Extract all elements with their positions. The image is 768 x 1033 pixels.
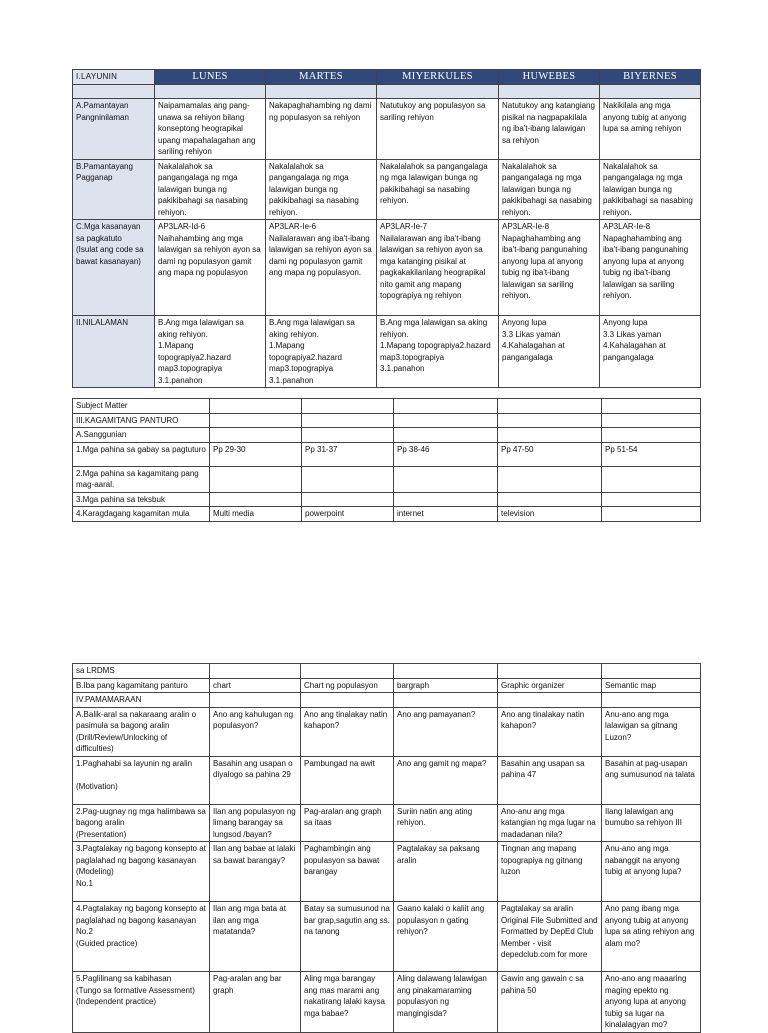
blank-cell bbox=[210, 693, 301, 708]
row-label-mga-kasanayan: C.Mga kasanayan sa pagkatuto (Isulat ang code sa bawat kasanayan) bbox=[73, 220, 155, 316]
cell-pagganap-huwebes: Nakalalahok sa pangangalaga ng mga lalawigan bunga ng pakikibahagi sa nasabing rehiyon. bbox=[499, 159, 600, 220]
cell-pag-uugnay-martes: Pag-aralan ang graph sa itaas bbox=[301, 804, 394, 842]
cell-pagganap-lunes: Nakalalahok sa pangangalaga ng mga lalawigan bunga ng pakikibahagi sa nasabing rehiyon. bbox=[155, 159, 266, 220]
day-header-lunes: LUNES bbox=[155, 70, 266, 85]
cell-iba-miyerkules: bargraph bbox=[394, 678, 498, 693]
cell-pagtalakay2-biyernes: Ano pang ibang mga anyong tubig at anyong lupa sa ating rehiyon ang alam mo? bbox=[602, 902, 701, 972]
cell-paghahabi-biyernes: Basahin at pag-usapan ang sumusunod na talata bbox=[602, 756, 701, 804]
row-label-kagamitang-panturo: III.KAGAMITANG PANTURO bbox=[73, 413, 210, 428]
cell-balik-aral-lunes: Ano ang kahulugan ng populasyon? bbox=[210, 707, 301, 756]
cell-pamantayan-biyernes: Nakikilala ang mga anyong tubig at anyong lupa sa aming rehiyon bbox=[600, 99, 701, 160]
cell-balik-aral-huwebes: Ano ang tinalakay natin kahapon? bbox=[498, 707, 602, 756]
blank-cell bbox=[602, 466, 701, 492]
cell-pagtalakay1-biyernes: Anu-ano ang mga nabanggit na anyong tubig at anyong lupa? bbox=[602, 842, 701, 902]
row-label-karagdagang-kagamitan: 4.Karagdagang kagamitan mula bbox=[73, 507, 210, 522]
blank-cell bbox=[301, 664, 394, 679]
cell-paghahabi-huwebes: Basahin ang usapan sa pahina 47 bbox=[498, 756, 602, 804]
cell-paghahabi-martes: Pambungad na awit bbox=[301, 756, 394, 804]
cell-balik-aral-miyerkules: Ano ang pamayanan? bbox=[394, 707, 498, 756]
blank-cell bbox=[302, 466, 394, 492]
cell-pag-uugnay-miyerkules: Suriin natin ang ating rehiyon. bbox=[394, 804, 498, 842]
row-label-kagamitang-mag-aaral: 2.Mga pahina sa kagamitang pang mag-aaral. bbox=[73, 466, 210, 492]
blank-cell bbox=[498, 428, 602, 443]
blank-cell bbox=[210, 466, 302, 492]
row-label-iba-pang-kagamitan: B.Iba pang kagamitang panturo bbox=[73, 678, 210, 693]
lesson-plan-table-layunin bbox=[72, 69, 701, 388]
cell-pagganap-miyerkules: Nakalalahok sa pangangalaga ng mga lalawigan bunga ng pakikibahagi sa nasabing rehiyon. bbox=[377, 159, 499, 220]
cell-iba-lunes: chart bbox=[210, 678, 301, 693]
day-header-martes: MARTES bbox=[266, 70, 377, 85]
cell-kasanayan-huwebes: AP3LAR-Ie-8 Napaghahambing ang iba't-ibang pangunahing anyong lupa at anyong tubig ng iba't-ibang lalawigan sa sariling rehiyon. bbox=[499, 220, 600, 316]
cell-pamantayan-lunes: Naipamamalas ang pang-unawa sa rehiyon bilang konseptong heograpikal upang mapahalagahan ang sariling rehiyon bbox=[155, 99, 266, 160]
cell-nilalaman-lunes: B.Ang mga lalawigan sa aking rehiyon. 1.Mapang topograpiya2.hazard map3.topograpiya 3.1.panahon bbox=[155, 316, 266, 388]
cell-kasanayan-biyernes: AP3LAR-Ie-8 Napaghahambing ang iba't-ibang pangunahing anyong lupa at anyong tubig ng iba't-ibang lalawigan sa sariling rehiyon. bbox=[600, 220, 701, 316]
cell-balik-aral-martes: Ano ang tinalakay natin kahapon? bbox=[301, 707, 394, 756]
cell-karagdagan-miyerkules: internet bbox=[394, 507, 498, 522]
cell-paglilinang-martes: Aling mga barangay ang mas marami ang nakatirang lalaki kaysa mga babae? bbox=[301, 972, 394, 1033]
day-header-miyerkules: MIYERKULES bbox=[377, 70, 499, 85]
blank-cell bbox=[210, 492, 302, 507]
cell-gabay-miyerkules: Pp 38-46 bbox=[394, 442, 498, 466]
cell-pag-uugnay-biyernes: Ilang lalawigan ang bumubo sa rehiyon III bbox=[602, 804, 701, 842]
blank-cell bbox=[73, 85, 155, 99]
cell-karagdagan-lunes: Multi media bbox=[210, 507, 302, 522]
row-label-pagtalakay-no2: 4.Pagtalakay ng bagong konsepto at paglalahad ng bagong kasanayan No.2 (Guided practice) bbox=[73, 902, 210, 972]
cell-gabay-huwebes: Pp 47-50 bbox=[498, 442, 602, 466]
layunin-heading: I.LAYUNIN bbox=[73, 70, 155, 85]
cell-paglilinang-huwebes: Gawin ang gawain c sa pahina 50 bbox=[498, 972, 602, 1033]
blank-cell bbox=[394, 492, 498, 507]
blank-cell bbox=[266, 85, 377, 99]
cell-paglilinang-miyerkules: Aling dalawang lalawigan ang pinakamaraming populasyon ng mangingisda? bbox=[394, 972, 498, 1033]
cell-pagtalakay2-miyerkules: Gaano kalaki o kaliit ang populasyon n gating rehiyon? bbox=[394, 902, 498, 972]
blank-cell bbox=[602, 399, 701, 414]
cell-pamantayan-huwebes: Natutukoy ang katangiang pisikal na nagpapakilala ng iba't-ibang lalawigan sa rehiyon bbox=[499, 99, 600, 160]
cell-pamantayan-martes: Nakapaghahambing ng dami ng populasyon sa rehiyon bbox=[266, 99, 377, 160]
cell-pagtalakay1-miyerkules: Pagtalakay sa paksang aralin bbox=[394, 842, 498, 902]
row-label-balik-aral: A.Balik-aral sa nakaraang aralin o pasimula sa bagong aralin (Drill/Review/Unlocking of difficulties) bbox=[73, 707, 210, 756]
cell-pagganap-martes: Nakalalahok sa pangangalaga ng mga lalawigan bunga ng pakikibahagi sa nasabing rehiyon. bbox=[266, 159, 377, 220]
cell-pagtalakay1-martes: Paghambingin ang populasyon sa bawat barangay bbox=[301, 842, 394, 902]
row-label-paghahabi: 1.Paghahabi sa layunin ng aralin (Motivation) bbox=[73, 756, 210, 804]
blank-cell bbox=[498, 466, 602, 492]
row-label-pamamaraan: IV.PAMAMARAAN bbox=[73, 693, 210, 708]
row-label-pamantayang-pagganap: B.Pamantayang Pagganap bbox=[73, 159, 155, 220]
blank-cell bbox=[377, 85, 499, 99]
cell-iba-huwebes: Graphic organizer bbox=[498, 678, 602, 693]
blank-cell bbox=[210, 664, 301, 679]
blank-cell bbox=[302, 413, 394, 428]
blank-cell bbox=[498, 693, 602, 708]
cell-paglilinang-lunes: Pag-aralan ang bar graph bbox=[210, 972, 301, 1033]
cell-nilalaman-biyernes: Anyong lupa 3.3 Likas yaman 4.Kahalagahan at pangangalaga bbox=[600, 316, 701, 388]
blank-cell bbox=[394, 399, 498, 414]
blank-cell bbox=[394, 428, 498, 443]
cell-iba-martes: Chart ng populasyon bbox=[301, 678, 394, 693]
cell-paghahabi-miyerkules: Ano ang gamit ng mapa? bbox=[394, 756, 498, 804]
day-header-biyernes: BIYERNES bbox=[600, 70, 701, 85]
cell-paglilinang-biyernes: Ano-ano ang maaaring maging epekto ng anyong lupa at anyong tubig sa lugar na kinalalagyan mo? bbox=[602, 972, 701, 1033]
cell-pamantayan-miyerkules: Natutukoy ang populasyon sa sariling rehiyon bbox=[377, 99, 499, 160]
blank-cell bbox=[302, 399, 394, 414]
row-label-sa-lrdms: sa LRDMS bbox=[73, 664, 210, 679]
cell-pagtalakay2-lunes: Ilan ang mga bata at ilan ang mga matatanda? bbox=[210, 902, 301, 972]
cell-karagdagan-martes: powerpoint bbox=[302, 507, 394, 522]
row-label-sanggunian: A.Sanggunian bbox=[73, 428, 210, 443]
cell-kasanayan-miyerkules: AP3LAR-Ie-7 Nailalarawan ang iba't-ibang lalawigan sa rehiyon ayon sa mga katanging pisikal at pagkakakilanlang heograpikal nito gamit ang mapang topograpiya ng rehiyon bbox=[377, 220, 499, 316]
blank-cell bbox=[498, 492, 602, 507]
day-header-huwebes: HUWEBES bbox=[499, 70, 600, 85]
cell-gabay-biyernes: Pp 51-54 bbox=[602, 442, 701, 466]
pamamaraan-table bbox=[72, 663, 701, 1033]
blank-cell bbox=[394, 413, 498, 428]
blank-cell bbox=[155, 85, 266, 99]
cell-gabay-martes: Pp 31-37 bbox=[302, 442, 394, 466]
cell-pagtalakay1-huwebes: Tingnan ang mapang topograpiya ng gitnang luzon bbox=[498, 842, 602, 902]
blank-cell bbox=[394, 664, 498, 679]
row-label-nilalaman: II.NILALAMAN bbox=[73, 316, 155, 388]
blank-cell bbox=[602, 492, 701, 507]
blank-cell bbox=[499, 85, 600, 99]
cell-pagganap-biyernes: Nakalalahok sa pangangalaga ng mga lalawigan bunga ng pakikibahagi sa nasabing rehiyon. bbox=[600, 159, 701, 220]
blank-cell bbox=[602, 507, 701, 522]
blank-cell bbox=[600, 85, 701, 99]
cell-gabay-lunes: Pp 29-30 bbox=[210, 442, 302, 466]
cell-pagtalakay2-martes: Batay sa sumusunod na bar grap,sagutin ang ss. na tanong bbox=[301, 902, 394, 972]
blank-cell bbox=[210, 413, 302, 428]
blank-cell bbox=[301, 693, 394, 708]
cell-nilalaman-huwebes: Anyong lupa 3.3 Likas yaman 4.Kahalagahan at pangangalaga bbox=[499, 316, 600, 388]
cell-iba-biyernes: Semantic map bbox=[602, 678, 701, 693]
cell-pagtalakay2-huwebes: Pagtalakay sa aralin Original File Submitted and Formatted by DepEd Club Member - visit depedclub.com for more bbox=[498, 902, 602, 972]
cell-kasanayan-martes: AP3LAR-Ie-6 Nailalarawan ang iba't-ibang lalawigan sa rehiyon ayon sa dami ng populasyon gamit ang mapa ng populasyon. bbox=[266, 220, 377, 316]
blank-cell bbox=[302, 492, 394, 507]
cell-karagdagan-huwebes: television bbox=[498, 507, 602, 522]
blank-cell bbox=[498, 399, 602, 414]
cell-nilalaman-martes: B.Ang mga lalawigan sa aking rehiyon. 1.Mapang topograpiya2.hazard map3.topograpiya 3.1.panahon bbox=[266, 316, 377, 388]
blank-cell bbox=[602, 664, 701, 679]
cell-balik-aral-biyernes: Anu-ano ang mga lalawigan sa gitnang Luzon? bbox=[602, 707, 701, 756]
row-label-paglilinang: 5.Paglilinang sa kabihasan (Tungo sa formative Assessment) (Independent practice) bbox=[73, 972, 210, 1033]
row-label-pagtalakay-no1: 3.Pagtalakay ng bagong konsepto at paglalahad ng bagong kasanayan (Modeling) No.1 bbox=[73, 842, 210, 902]
row-label-subject-matter: Subject Matter bbox=[73, 399, 210, 414]
blank-cell bbox=[602, 428, 701, 443]
blank-cell bbox=[210, 428, 302, 443]
row-label-pag-uugnay: 2.Pag-uugnay ng mga halimbawa sa bagong aralin (Presentation) bbox=[73, 804, 210, 842]
cell-kasanayan-lunes: AP3LAR-Id-6 Naihahambing ang mga lalawigan sa rehiyon ayon sa dami ng populasyon gamit ang mapa ng populasyon bbox=[155, 220, 266, 316]
blank-cell bbox=[394, 693, 498, 708]
row-label-pamantayan-pangnilalaman: A.Pamantayan Pangninilaman bbox=[73, 99, 155, 160]
cell-paghahabi-lunes: Basahin ang usapan o diyalogo sa pahina 29 bbox=[210, 756, 301, 804]
row-label-teksbuk: 3.Mga pahina sa teksbuk bbox=[73, 492, 210, 507]
cell-pag-uugnay-huwebes: Ano-anu ang mga katangian ng mga lugar na madadanan nila? bbox=[498, 804, 602, 842]
blank-cell bbox=[302, 428, 394, 443]
cell-pagtalakay1-lunes: Ilan ang babae at lalaki sa bawat barangay? bbox=[210, 842, 301, 902]
kagamitang-panturo-table bbox=[72, 398, 701, 522]
blank-cell bbox=[602, 693, 701, 708]
blank-cell bbox=[602, 413, 701, 428]
row-label-gabay-sa-pagtuturo: 1.Mga pahina sa gabay sa pagtuturo bbox=[73, 442, 210, 466]
blank-cell bbox=[394, 466, 498, 492]
blank-cell bbox=[210, 399, 302, 414]
blank-cell bbox=[498, 664, 602, 679]
blank-cell bbox=[498, 413, 602, 428]
cell-nilalaman-miyerkules: B.Ang mga lalawigan sa aking rehiyon. 1.Mapang topograpiya2.hazard map3.topograpiya 3.1.panahon bbox=[377, 316, 499, 388]
cell-pag-uugnay-lunes: Ilan ang populasyon ng limang barangay sa lungsod /bayan? bbox=[210, 804, 301, 842]
